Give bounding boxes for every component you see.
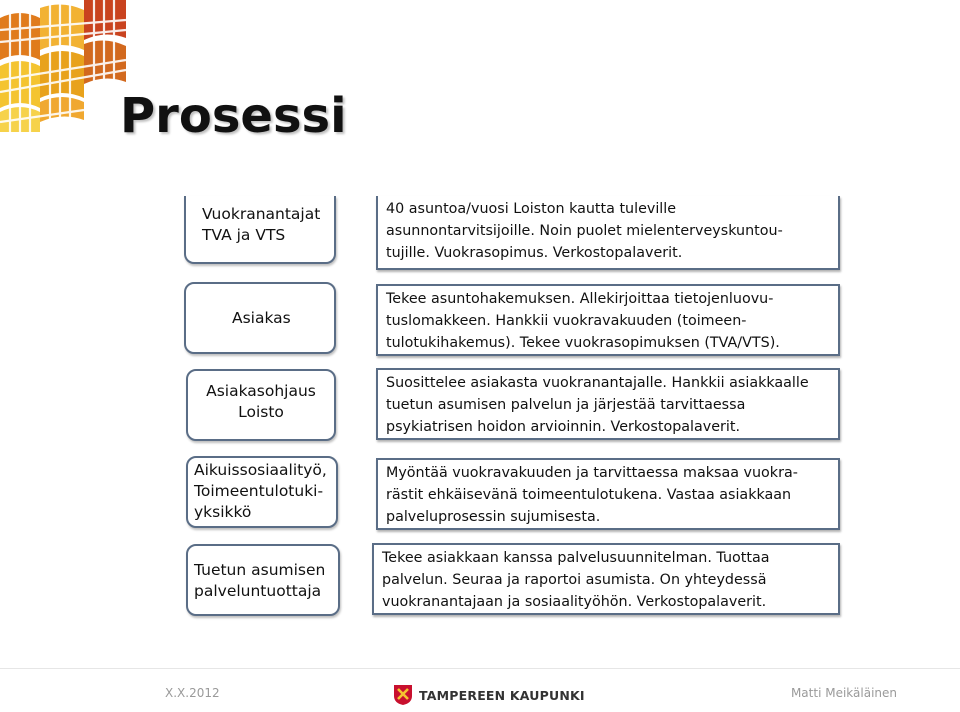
role-box-asiakasohjaus — [186, 369, 336, 441]
desc-box-asiakas — [376, 284, 840, 356]
role-box-vuokranantajat — [184, 196, 336, 264]
desc-line: tuslomakkeen. Hankkii vuokravakuuden (toimeen- — [386, 313, 747, 329]
role-line: yksikkö — [194, 503, 252, 521]
role-box-asiakas — [184, 282, 336, 354]
desc-line: rästit ehkäisevänä toimeentulotukena. Vastaa asiakkaan — [386, 487, 792, 503]
desc-box-aikuissosiaalityo — [376, 458, 840, 530]
footer-date: X.X.2012 — [165, 686, 220, 700]
footer-divider — [0, 668, 960, 669]
footer-brand — [393, 684, 585, 706]
desc-line: Suosittelee asiakasta vuokranantajalle. Hankkii asiakkaalle — [386, 375, 809, 391]
footer-author: Matti Meikäläinen — [790, 686, 897, 700]
desc-line: palveluprosessin sujumisesta. — [386, 509, 601, 525]
desc-line: psykiatrisen hoidon arvioinnin. Verkostopalaverit. — [386, 419, 741, 435]
slide-title: Prosessi — [120, 88, 347, 144]
role-line: Vuokranantajat — [202, 205, 321, 223]
role-line: Tuetun asumisen — [194, 561, 326, 579]
desc-line: vuokranantajaan ja sosiaalityöhön. Verkostopalaverit. — [382, 594, 767, 610]
role-line: Asiakasohjaus — [206, 382, 316, 400]
desc-line: Tekee asiakkaan kanssa palvelusuunnitelman. Tuottaa — [382, 550, 770, 566]
desc-line: palvelun. Seuraa ja raportoi asumista. On yhteydessä — [382, 572, 767, 588]
desc-line: asunnontarvitsijoille. Noin puolet mielenterveyskuntou- — [386, 223, 783, 239]
role-line: TVA ja VTS — [202, 226, 286, 244]
brand-name: TAMPEREEN KAUPUNKI — [419, 687, 585, 703]
role-line: Toimeentulotuki- — [194, 482, 324, 500]
decorative-pattern-logo — [0, 0, 130, 135]
role-line: palveluntuottaja — [194, 582, 322, 600]
role-line: Aikuissosiaalityö, — [194, 461, 327, 479]
tampere-crest-icon — [393, 684, 413, 706]
desc-line: tulotukihakemus). Tekee vuokrasopimuksen (TVA/VTS). — [386, 335, 780, 351]
desc-line: 40 asuntoa/vuosi Loiston kautta tuleville — [386, 201, 677, 217]
role-box-aikuissosiaalityo — [186, 456, 338, 528]
desc-line: Myöntää vuokravakuuden ja tarvittaessa maksaa vuokra- — [386, 465, 798, 481]
desc-line: tujille. Vuokrasopimus. Verkostopalaverit. — [386, 245, 683, 261]
role-line: Loisto — [238, 403, 284, 421]
desc-line: tuetun asumisen palvelun ja järjestää tarvittaessa — [386, 397, 746, 413]
desc-box-vuokranantajat — [376, 196, 840, 270]
role-box-palveluntuottaja — [186, 544, 340, 616]
desc-line: Tekee asuntohakemuksen. Allekirjoittaa tietojenluovu- — [386, 291, 774, 307]
desc-box-asiakasohjaus — [376, 368, 840, 440]
desc-box-palveluntuottaja — [372, 543, 840, 615]
role-line: Asiakas — [232, 309, 291, 327]
